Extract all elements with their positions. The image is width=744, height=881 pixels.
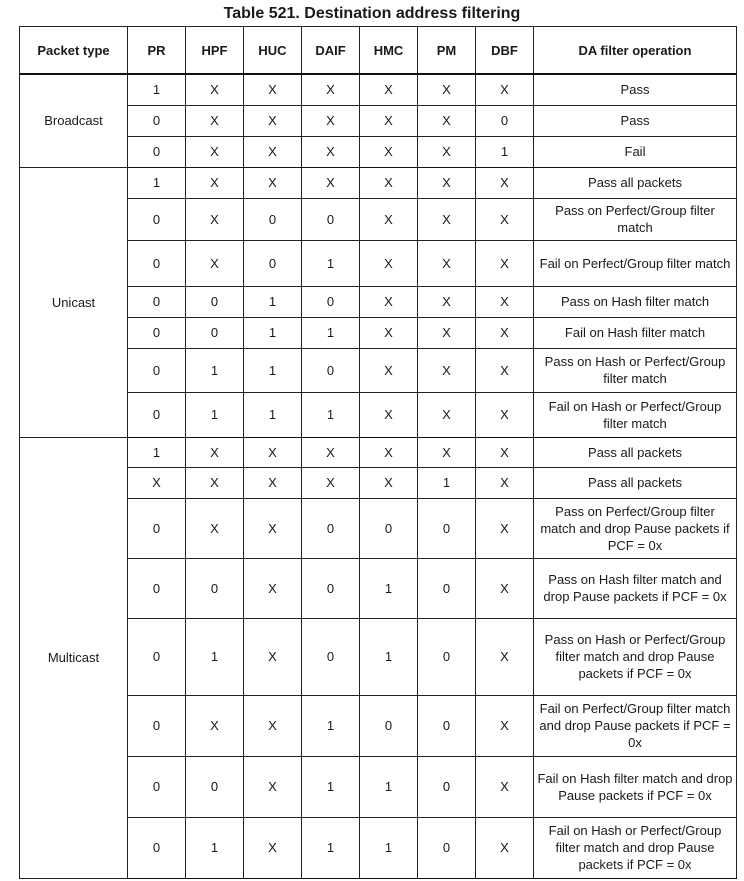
filter-operation-cell: Pass on Perfect/Group filter match and drop Pause packets if PCF = 0x [534,498,737,558]
bit-cell: X [360,392,418,437]
bit-cell: X [302,467,360,498]
bit-cell: 1 [244,348,302,392]
table-row [20,105,737,136]
bit-cell: X [360,348,418,392]
bit-cell: 0 [244,240,302,286]
filter-operation-cell: Fail [534,136,737,167]
bit-cell: X [476,74,534,105]
bit-cell: 1 [128,437,186,467]
filter-operation-cell: Fail on Perfect/Group filter match [534,240,737,286]
bit-cell: X [360,198,418,240]
bit-cell: X [186,498,244,558]
bit-cell: 1 [302,817,360,878]
bit-cell: X [302,136,360,167]
bit-cell: 0 [418,695,476,756]
bit-cell: X [360,136,418,167]
table-row [20,756,737,817]
bit-cell: X [244,618,302,695]
bit-cell: 1 [360,756,418,817]
bit-cell: 0 [302,198,360,240]
header-pr: PR [128,27,186,75]
header-da-filter-operation: DA filter operation [534,27,737,75]
table-row [20,348,737,392]
bit-cell: 0 [476,105,534,136]
bit-cell: 0 [128,240,186,286]
table-row [20,437,737,467]
packet-type-cell: Unicast [20,167,128,437]
bit-cell: X [244,817,302,878]
bit-cell: 1 [360,618,418,695]
filter-operation-cell: Fail on Hash or Perfect/Group filter match [534,392,737,437]
bit-cell: 0 [128,392,186,437]
bit-cell: X [244,74,302,105]
header-pm: PM [418,27,476,75]
header-hpf: HPF [186,27,244,75]
bit-cell: 1 [186,817,244,878]
table-row [20,695,737,756]
bit-cell: X [476,198,534,240]
bit-cell: X [418,437,476,467]
bit-cell: X [244,695,302,756]
bit-cell: 0 [418,756,476,817]
bit-cell: 0 [186,558,244,618]
bit-cell: X [302,74,360,105]
header-huc: HUC [244,27,302,75]
bit-cell: 1 [186,348,244,392]
bit-cell: X [244,136,302,167]
filter-operation-cell: Pass [534,105,737,136]
bit-cell: X [418,392,476,437]
bit-cell: X [186,74,244,105]
bit-cell: X [186,467,244,498]
bit-cell: X [360,467,418,498]
filter-operation-cell: Fail on Hash filter match [534,317,737,348]
bit-cell: 1 [128,74,186,105]
table-row [20,286,737,317]
bit-cell: X [418,348,476,392]
bit-cell: 0 [128,136,186,167]
bit-cell: X [418,198,476,240]
bit-cell: X [244,467,302,498]
table-row [20,136,737,167]
bit-cell: 0 [128,198,186,240]
header-packet-type: Packet type [20,27,128,75]
bit-cell: 0 [128,618,186,695]
bit-cell: 0 [302,558,360,618]
bit-cell: X [302,167,360,198]
bit-cell: X [418,74,476,105]
bit-cell: 1 [244,317,302,348]
bit-cell: 0 [128,105,186,136]
bit-cell: 0 [128,558,186,618]
bit-cell: 1 [302,240,360,286]
table-row [20,240,737,286]
table-row [20,498,737,558]
bit-cell: 0 [244,198,302,240]
bit-cell: 1 [476,136,534,167]
bit-cell: X [418,105,476,136]
bit-cell: 0 [128,817,186,878]
header-row [20,27,737,75]
bit-cell: 1 [360,558,418,618]
bit-cell: X [186,695,244,756]
bit-cell: 0 [186,286,244,317]
bit-cell: X [476,348,534,392]
table-row [20,198,737,240]
bit-cell: 0 [418,498,476,558]
filter-operation-cell: Pass on Hash filter match and drop Pause packets if PCF = 0x [534,558,737,618]
bit-cell: 1 [244,286,302,317]
bit-cell: X [360,167,418,198]
bit-cell: X [476,695,534,756]
header-hmc: HMC [360,27,418,75]
bit-cell: X [244,437,302,467]
bit-cell: 0 [128,695,186,756]
bit-cell: X [360,437,418,467]
bit-cell: X [476,317,534,348]
bit-cell: 1 [186,392,244,437]
filter-operation-cell: Pass all packets [534,167,737,198]
filter-operation-cell: Pass on Hash or Perfect/Group filter match [534,348,737,392]
filter-operation-cell: Pass [534,74,737,105]
header-dbf: DBF [476,27,534,75]
bit-cell: 0 [186,756,244,817]
bit-cell: X [244,105,302,136]
bit-cell: 0 [128,348,186,392]
table-row [20,618,737,695]
table-row [20,74,737,105]
destination-address-filtering-table [19,26,737,879]
filter-operation-cell: Fail on Perfect/Group filter match and drop Pause packets if PCF = 0x [534,695,737,756]
table-body [20,74,737,878]
bit-cell: X [360,286,418,317]
bit-cell: X [476,817,534,878]
bit-cell: X [360,105,418,136]
packet-type-cell: Multicast [20,437,128,878]
bit-cell: 1 [360,817,418,878]
filter-operation-cell: Pass on Hash filter match [534,286,737,317]
bit-cell: 0 [186,317,244,348]
bit-cell: X [244,558,302,618]
filter-operation-cell: Fail on Hash or Perfect/Group filter match and drop Pause packets if PCF = 0x [534,817,737,878]
table-row [20,817,737,878]
filter-operation-cell: Pass on Perfect/Group filter match [534,198,737,240]
table-title: Table 521. Destination address filtering [223,5,521,22]
bit-cell: 1 [302,317,360,348]
bit-cell: 0 [128,317,186,348]
bit-cell: X [360,317,418,348]
bit-cell: 0 [302,618,360,695]
bit-cell: 1 [302,695,360,756]
bit-cell: 0 [418,558,476,618]
bit-cell: X [418,240,476,286]
header-daif: DAIF [302,27,360,75]
bit-cell: 0 [302,498,360,558]
bit-cell: X [418,286,476,317]
bit-cell: 1 [186,618,244,695]
filter-operation-cell: Fail on Hash filter match and drop Pause packets if PCF = 0x [534,756,737,817]
bit-cell: X [418,167,476,198]
bit-cell: X [244,167,302,198]
bit-cell: 1 [418,467,476,498]
table-row [20,167,737,198]
table-row [20,317,737,348]
bit-cell: X [418,317,476,348]
bit-cell: 0 [302,286,360,317]
bit-cell: X [302,105,360,136]
bit-cell: X [360,240,418,286]
bit-cell: 0 [418,817,476,878]
bit-cell: X [476,286,534,317]
bit-cell: X [476,167,534,198]
filter-operation-cell: Pass on Hash or Perfect/Group filter match and drop Pause packets if PCF = 0x [534,618,737,695]
bit-cell: X [476,467,534,498]
bit-cell: X [302,437,360,467]
bit-cell: 1 [302,756,360,817]
bit-cell: X [418,136,476,167]
bit-cell: 0 [418,618,476,695]
bit-cell: 0 [128,286,186,317]
table-row [20,558,737,618]
bit-cell: X [186,136,244,167]
bit-cell: X [244,756,302,817]
table-row [20,467,737,498]
packet-type-cell: Broadcast [20,74,128,167]
bit-cell: X [186,105,244,136]
bit-cell: X [476,558,534,618]
table-row [20,392,737,437]
bit-cell: X [244,498,302,558]
bit-cell: X [476,618,534,695]
bit-cell: 1 [302,392,360,437]
bit-cell: 0 [128,756,186,817]
bit-cell: 0 [360,498,418,558]
bit-cell: 0 [360,695,418,756]
bit-cell: 0 [302,348,360,392]
bit-cell: 1 [244,392,302,437]
bit-cell: X [186,167,244,198]
bit-cell: X [186,240,244,286]
bit-cell: X [128,467,186,498]
bit-cell: X [186,437,244,467]
bit-cell: X [476,437,534,467]
bit-cell: X [476,756,534,817]
bit-cell: 0 [128,498,186,558]
bit-cell: 1 [128,167,186,198]
bit-cell: X [476,240,534,286]
bit-cell: X [476,498,534,558]
bit-cell: X [186,198,244,240]
filter-operation-cell: Pass all packets [534,467,737,498]
bit-cell: X [476,392,534,437]
filter-operation-cell: Pass all packets [534,437,737,467]
bit-cell: X [360,74,418,105]
